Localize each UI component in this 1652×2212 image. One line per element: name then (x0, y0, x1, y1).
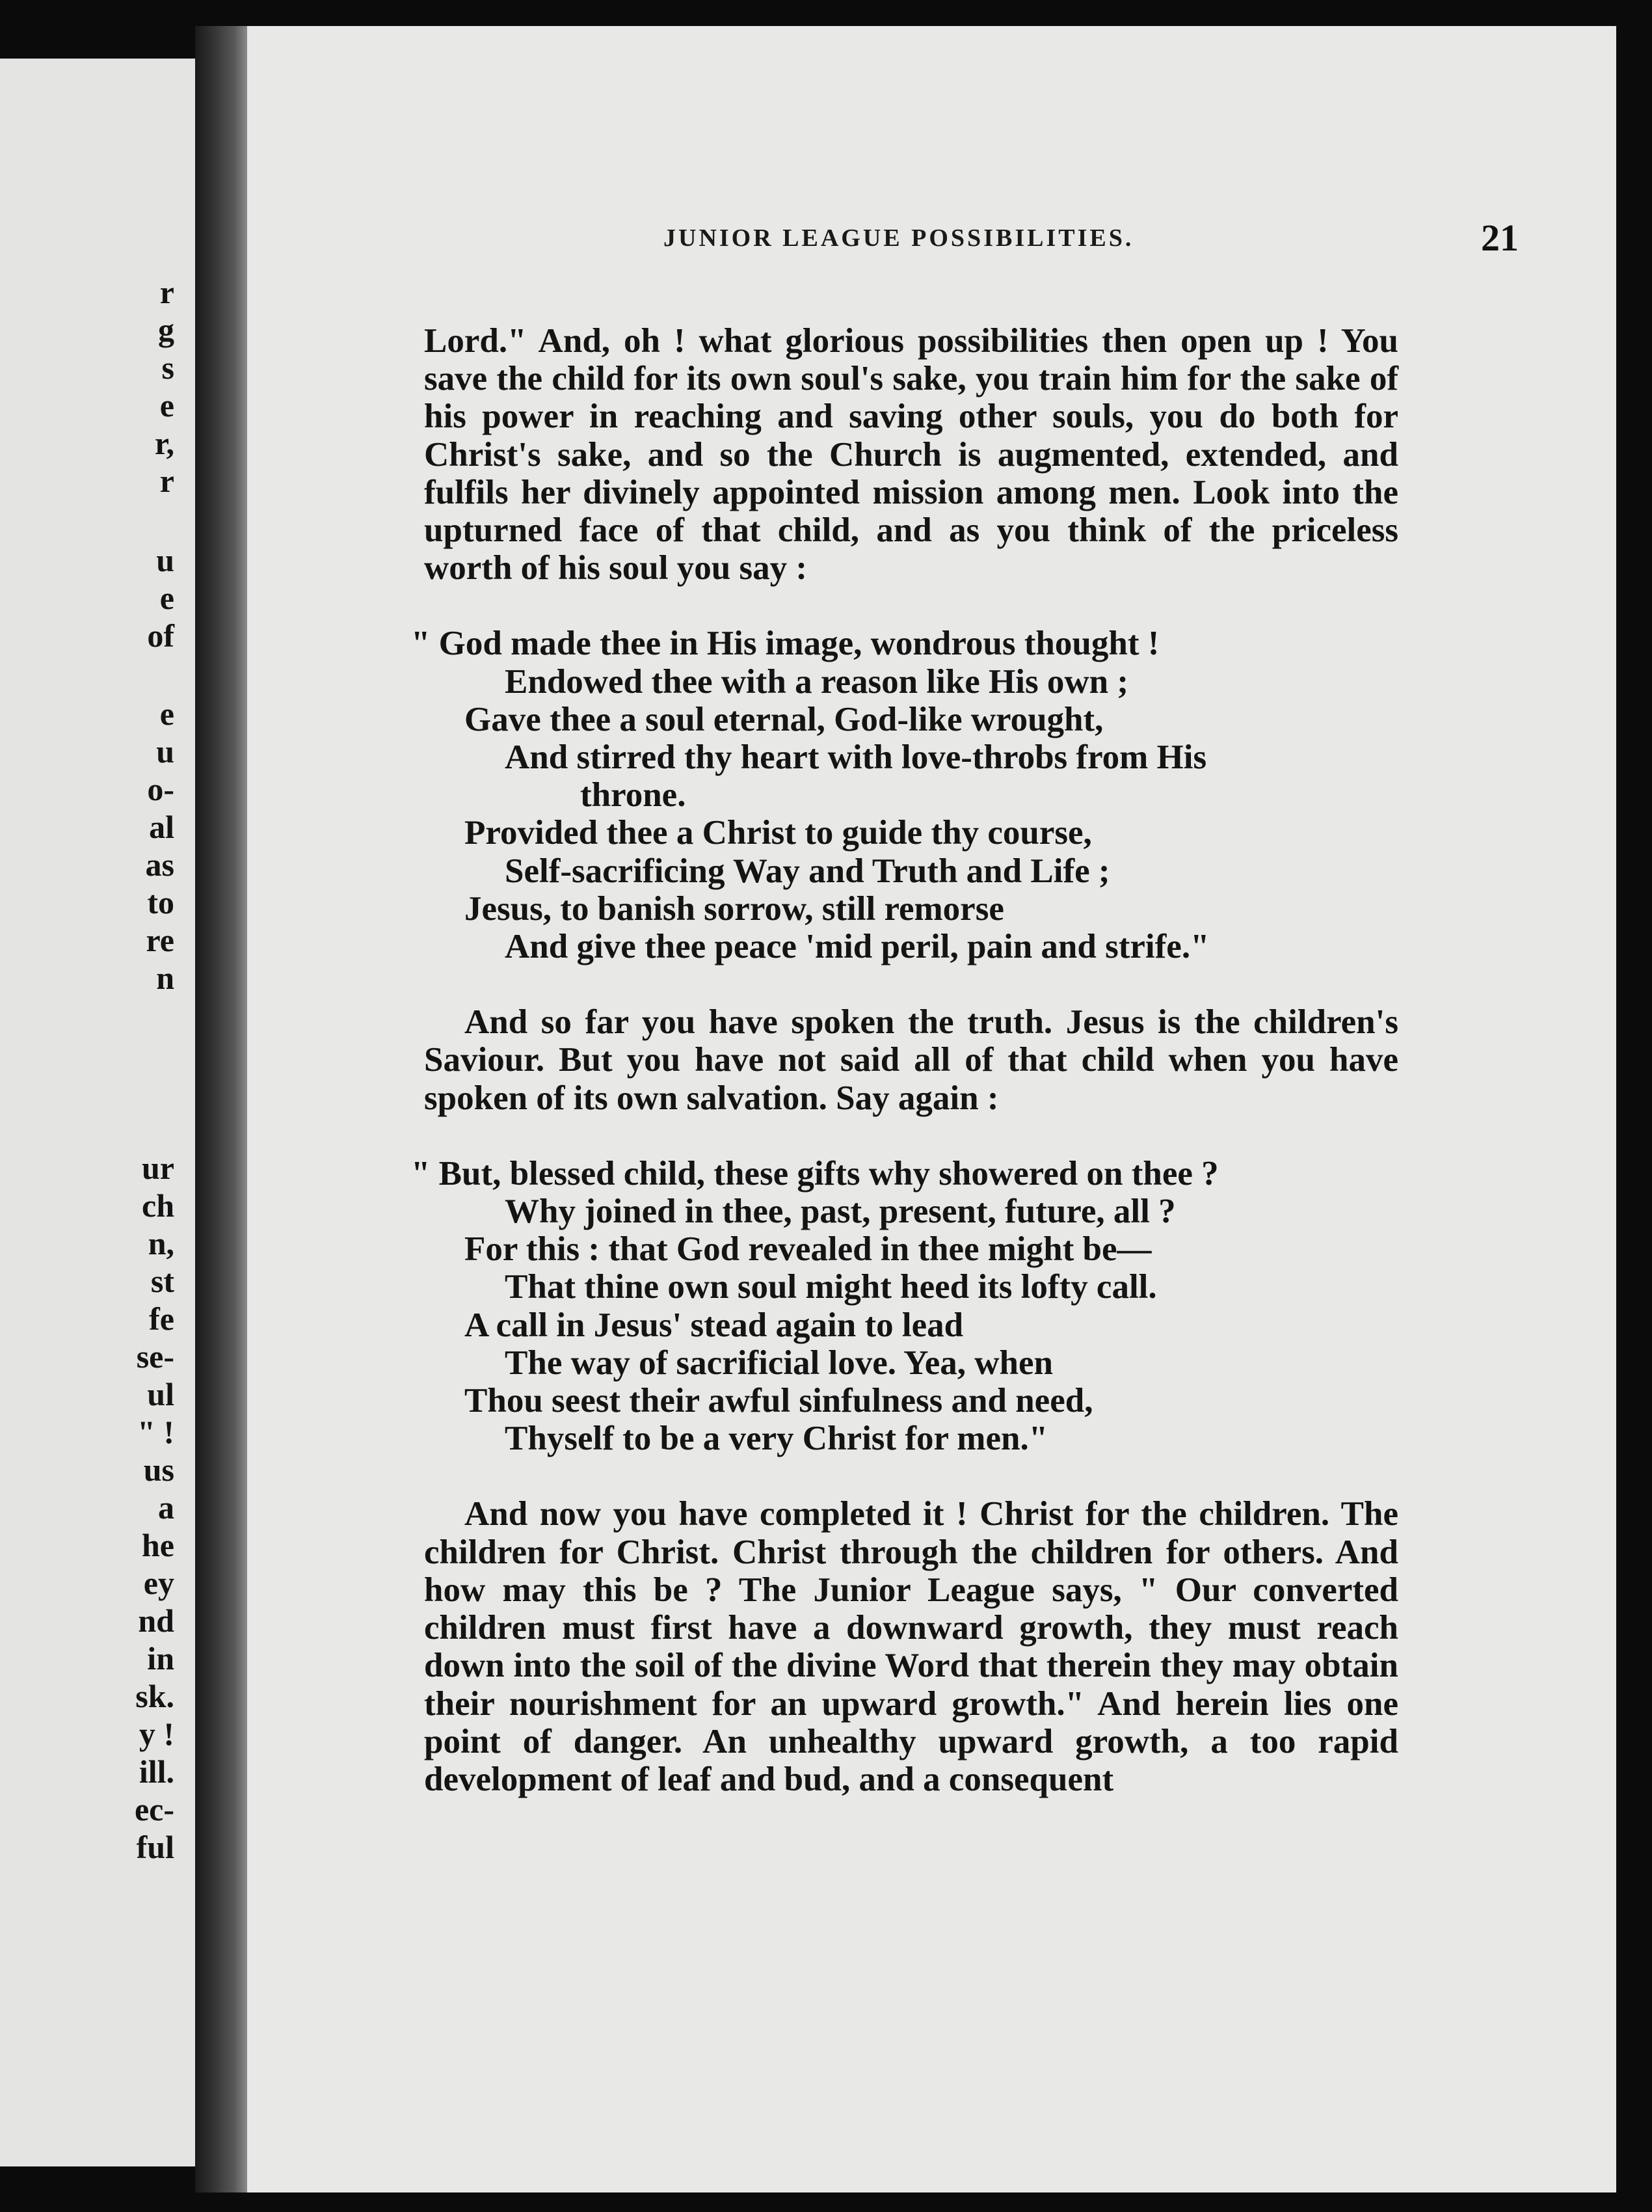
book-page (247, 26, 1616, 2192)
poem-line: Thyself to be a very Christ for men." (505, 1420, 1048, 1458)
facing-page-fragment (0, 59, 195, 2166)
facing-page-fragment-text: he (142, 1527, 174, 1563)
poem-line: For this : that God revealed in thee might be— (464, 1230, 1152, 1269)
facing-page-fragment-text: as (145, 846, 174, 883)
poem-line: " God made thee in His image, wondrous thought ! (411, 625, 1160, 663)
paragraph-3: And now you have completed it ! Christ for the children. The children for Christ. Christ through the children for others. And how may this be ? The Junior League says, " Our converted children must first have a downward growth, they must reach down into the soil of the divine Word that therein they may obtain their nourishment for an upward growth." And herein lies one point of danger. An unhealthy upward growth, a too rapid development of leaf and bud, and a consequent (424, 1495, 1398, 1798)
facing-page-fragment-text: n (156, 960, 174, 996)
facing-page-fragment-text: e (159, 695, 174, 732)
poem-1 (411, 625, 1398, 966)
facing-page-fragment-text: nd (138, 1602, 174, 1639)
facing-page-fragment-text: a (158, 1489, 174, 1526)
spacer (424, 1457, 1398, 1495)
facing-page-fragment-text: ful (136, 1829, 174, 1865)
running-header-title: JUNIOR LEAGUE POSSIBILITIES. (663, 224, 1134, 252)
facing-page-fragment-text: y ! (139, 1716, 174, 1752)
facing-page-fragment-text: re (146, 922, 174, 958)
facing-page-fragment-text: to (147, 884, 174, 921)
poem-line: Jesus, to banish sorrow, still remorse (464, 889, 1004, 928)
page-number: 21 (1481, 217, 1519, 259)
poem-line: Endowed thee with a reason like His own ; (505, 662, 1128, 701)
facing-page-fragment-text: st (150, 1263, 174, 1299)
facing-page-fragment-text: ec- (134, 1791, 174, 1828)
poem-line: The way of sacrificial love. Yea, when (505, 1343, 1053, 1382)
facing-page-fragment-text: s (161, 349, 174, 386)
poem-2 (411, 1154, 1398, 1458)
page-body (411, 322, 1398, 1798)
facing-page-fragment-text: e (159, 580, 174, 616)
facing-page-fragment-text: us (143, 1451, 174, 1488)
poem-line: Why joined in thee, past, present, future, all ? (505, 1193, 1176, 1231)
facing-page-fragment-text: ill. (139, 1753, 174, 1790)
paragraph-2: And so far you have spoken the truth. Jesus is the children's Saviour. But you have not said all of that child when you have spoken of its own salvation. Say again : (424, 1003, 1398, 1117)
poem-line: " But, blessed child, these gifts why showered on thee ? (411, 1154, 1219, 1193)
poem-line: A call in Jesus' stead again to lead (464, 1306, 964, 1344)
facing-page-fragment-text: e (159, 387, 174, 424)
facing-page-fragment-text: r (159, 463, 174, 499)
spacer (424, 965, 1398, 1003)
facing-page-fragment-text: ur (142, 1150, 174, 1186)
facing-page-fragment-text: o- (147, 771, 174, 807)
facing-page-fragment-text: n, (148, 1225, 174, 1261)
spacer (424, 1117, 1398, 1155)
facing-page-fragment-text: u (156, 733, 174, 770)
facing-page-fragment-text: se- (136, 1338, 174, 1375)
paragraph-1: Lord." And, oh ! what glorious possibilities then open up ! You save the child for its own soul's sake, you train him for the sake of his power in reaching and saving other souls, you do both for Christ's sake, and so the Church is augmented, extended, and fulfils her divinely appointed mission among men. Look into the upturned face of that child, and as you think of the priceless worth of his soul you say : (424, 322, 1398, 587)
facing-page-fragment-text: u (156, 542, 174, 578)
facing-page-fragment-text: r (159, 274, 174, 310)
poem-line: Gave thee a soul eternal, God-like wrought, (464, 700, 1104, 738)
facing-page-fragment-text: in (147, 1640, 174, 1677)
poem-line: And give thee peace 'mid peril, pain and strife." (505, 928, 1210, 966)
facing-page-fragment-text: r, (154, 425, 174, 461)
facing-page-fragment-text: of (147, 617, 174, 654)
facing-page-fragment-text: al (149, 809, 174, 845)
facing-page-fragment-text: ul (147, 1376, 174, 1412)
facing-page-fragment-text: g (158, 312, 174, 348)
facing-page-fragment-text: fe (149, 1301, 174, 1337)
facing-page-fragment-text: " ! (137, 1414, 174, 1450)
facing-page-fragment-text: ey (143, 1565, 174, 1601)
running-header (247, 217, 1616, 265)
poem-line: Thou seest their awful sinfulness and need, (464, 1382, 1093, 1420)
poem-line: Self-sacrificing Way and Truth and Life ; (505, 852, 1110, 890)
spacer (424, 587, 1398, 625)
facing-page-fragment-text: ch (142, 1187, 174, 1224)
poem-line: And stirred thy heart with love-throbs from His (505, 738, 1207, 777)
poem-line: Provided thee a Christ to guide thy course, (464, 814, 1092, 852)
facing-page-fragment-text: sk. (135, 1678, 174, 1714)
poem-line: That thine own soul might heed its lofty call. (505, 1268, 1157, 1306)
book-gutter (195, 26, 247, 2192)
poem-line: throne. (580, 776, 686, 815)
